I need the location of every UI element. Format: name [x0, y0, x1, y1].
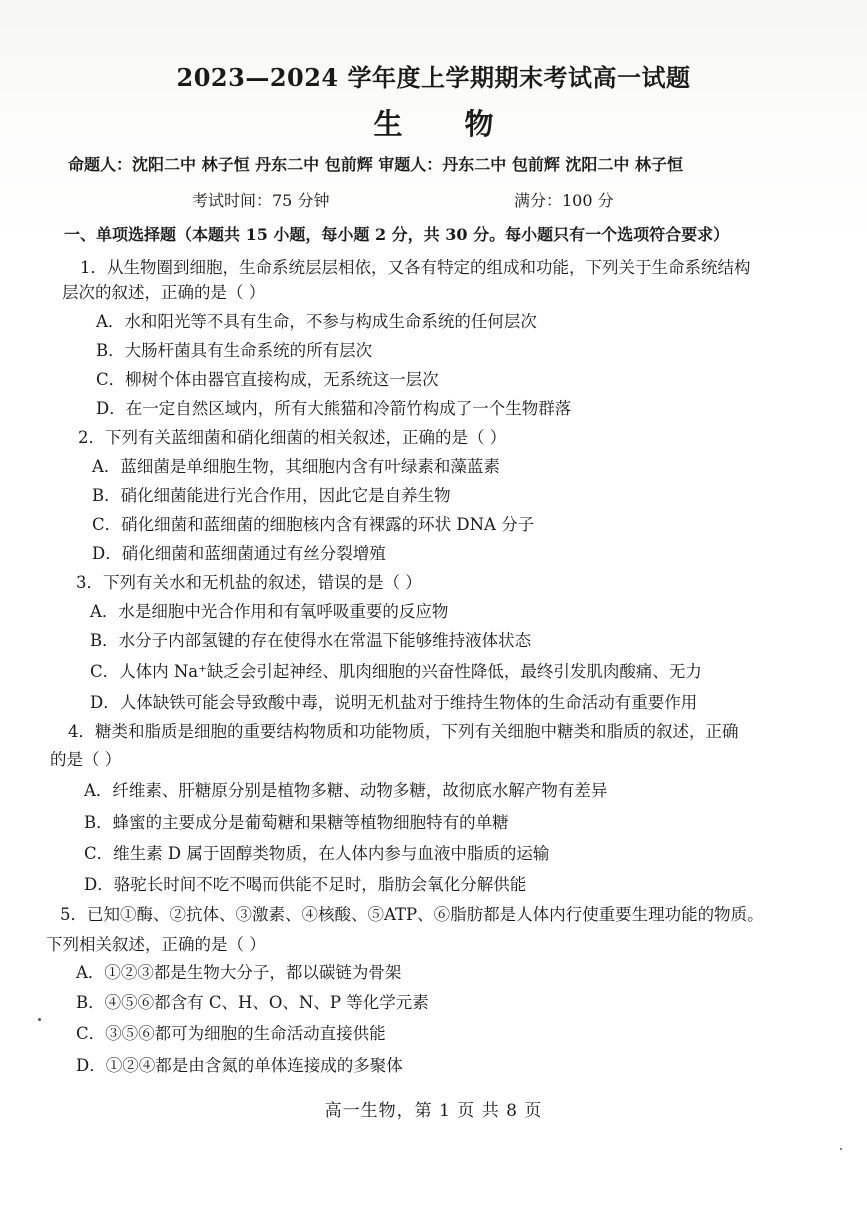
question-2-option-b: B．硝化细菌能进行光合作用，因此它是自养生物: [92, 486, 451, 505]
question-2-stem: 2．下列有关蓝细菌和硝化细菌的相关叙述，正确的是（ ）: [78, 428, 507, 447]
question-1-stem-line-2: 层次的叙述，正确的是（ ）: [62, 283, 266, 302]
question-4-option-c: C．维生素 D 属于固醇类物质，在人体内参与血液中脂质的运输: [84, 844, 550, 863]
scan-speck: [840, 1148, 842, 1150]
subject-title: 生 物: [373, 107, 520, 141]
question-3-option-b: B．水分子内部氢键的存在使得水在常温下能够维持液体状态: [90, 631, 532, 650]
exam-time: 考试时间：75 分钟: [192, 191, 330, 210]
question-5-option-a: A．①②③都是生物大分子，都以碳链为骨架: [76, 963, 402, 982]
question-2-option-c: C．硝化细菌和蓝细菌的细胞核内含有裸露的环状 DNA 分子: [92, 515, 535, 534]
question-1-option-a: A．水和阳光等不具有生命，不参与构成生命系统的任何层次: [96, 312, 537, 331]
question-4-option-d: D．骆驼长时间不吃不喝而供能不足时，脂肪会氧化分解供能: [84, 875, 527, 894]
question-5-option-b: B．④⑤⑥都含有 C、H、O、N、P 等化学元素: [76, 993, 429, 1012]
section-heading: 一、单项选择题（本题共 15 小题，每小题 2 分，共 30 分。每小题只有一个选项符合要求）: [64, 225, 730, 244]
question-4-stem-line-1: 4．糖类和脂质是细胞的重要结构物质和功能物质，下列有关细胞中糖类和脂质的叙述，正确: [68, 722, 739, 741]
author-line: 命题人：沈阳二中 林子恒 丹东二中 包前辉 审题人：丹东二中 包前辉 沈阳二中 林子恒: [68, 155, 683, 174]
question-5-stem-line-2: 下列相关叙述，正确的是（ ）: [46, 935, 266, 954]
question-4-option-a: A．纤维素、肝糖原分别是植物多糖、动物多糖，故彻底水解产物有差异: [84, 781, 608, 800]
question-3-option-c: C．人体内 Na⁺缺乏会引起神经、肌肉细胞的兴奋性降低，最终引发肌肉酸痛、无力: [90, 662, 702, 681]
question-1-option-d: D．在一定自然区域内，所有大熊猫和冷箭竹构成了一个生物群落: [96, 399, 572, 418]
question-1-stem-line-1: 1．从生物圈到细胞，生命系统层层相依，又各有特定的组成和功能，下列关于生命系统结构: [80, 258, 751, 277]
question-2-option-d: D．硝化细菌和蓝细菌通过有丝分裂增殖: [92, 544, 386, 563]
question-2-option-a: A．蓝细菌是单细胞生物，其细胞内含有叶绿素和藻蓝素: [92, 457, 500, 476]
question-5-option-d: D．①②④都是由含氮的单体连接成的多聚体: [76, 1056, 403, 1075]
question-3-option-d: D．人体缺铁可能会导致酸中毒，说明无机盐对于维持生物体的生命活动有重要作用: [90, 693, 698, 712]
page-footer: 高一生物，第 1 页 共 8 页: [324, 1101, 543, 1121]
question-1-option-c: C．柳树个体由器官直接构成，无系统这一层次: [96, 370, 439, 389]
question-5-stem-line-1: 5．已知①酶、②抗体、③激素、④核酸、⑤ATP、⑥脂肪都是人体内行使重要生理功能的物质。: [60, 905, 764, 924]
exam-title: 2023—2024 学年度上学期期末考试高一试题: [176, 63, 691, 92]
question-1-option-b: B．大肠杆菌具有生命系统的所有层次: [96, 341, 373, 360]
question-3-stem: 3．下列有关水和无机盐的叙述，错误的是（ ）: [76, 573, 422, 592]
full-score: 满分：100 分: [514, 191, 614, 210]
question-3-option-a: A．水是细胞中光合作用和有氧呼吸重要的反应物: [90, 602, 449, 621]
question-4-stem-line-2: 的是（ ）: [50, 750, 122, 769]
question-4-option-b: B．蜂蜜的主要成分是葡萄糖和果糖等植物细胞特有的单糖: [84, 813, 509, 832]
question-5-option-c: C．③⑤⑥都可为细胞的生命活动直接供能: [76, 1024, 386, 1043]
scan-speck: [38, 1018, 41, 1021]
